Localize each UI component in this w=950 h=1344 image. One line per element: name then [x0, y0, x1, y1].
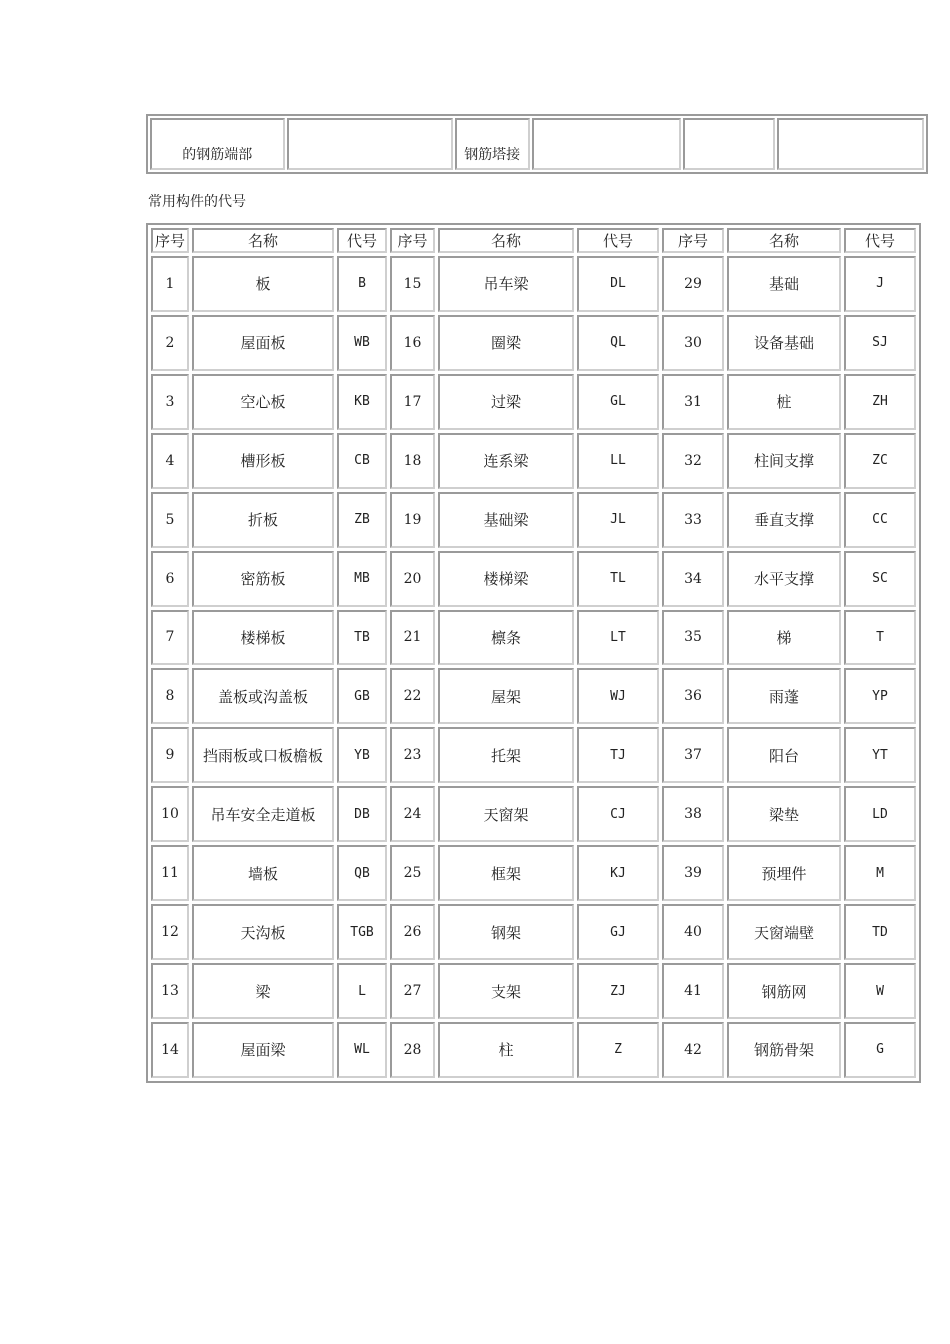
cell-code: LD: [844, 786, 916, 842]
table-row: [151, 1022, 916, 1078]
cell-index: 24: [390, 786, 435, 842]
cell-code: M: [844, 845, 916, 901]
cell-index: 26: [390, 904, 435, 960]
table-row: [151, 904, 916, 960]
table-row: [151, 492, 916, 548]
cell-code: WB: [337, 315, 387, 371]
cell-name: 钢筋网: [727, 963, 841, 1019]
cell-index: 3: [151, 374, 189, 430]
cell-name: 梁垫: [727, 786, 841, 842]
cell-code: TL: [577, 551, 659, 607]
top-cell: [683, 118, 775, 170]
cell-code: SJ: [844, 315, 916, 371]
cell-index: 10: [151, 786, 189, 842]
cell-index: 41: [662, 963, 724, 1019]
component-code-table: [146, 223, 921, 1083]
table-row: [151, 610, 916, 666]
top-cell: [777, 118, 924, 170]
cell-index: 23: [390, 727, 435, 783]
cell-index: 42: [662, 1022, 724, 1078]
cell-name: 挡雨板或口板檐板: [192, 727, 334, 783]
cell-code: ZJ: [577, 963, 659, 1019]
cell-code: TD: [844, 904, 916, 960]
cell-code: KB: [337, 374, 387, 430]
cell-code: CB: [337, 433, 387, 489]
cell-index: 35: [662, 610, 724, 666]
cell-index: 34: [662, 551, 724, 607]
cell-code: TGB: [337, 904, 387, 960]
cell-code: TB: [337, 610, 387, 666]
cell-name: 墙板: [192, 845, 334, 901]
cell-index: 14: [151, 1022, 189, 1078]
cell-index: 40: [662, 904, 724, 960]
cell-index: 29: [662, 256, 724, 312]
cell-code: Z: [577, 1022, 659, 1078]
header-cell-index: 序号: [662, 228, 724, 253]
cell-name: 盖板或沟盖板: [192, 668, 334, 724]
cell-index: 11: [151, 845, 189, 901]
table-row: [151, 433, 916, 489]
header-cell-name: 名称: [727, 228, 841, 253]
cell-code: YB: [337, 727, 387, 783]
table-row: [151, 374, 916, 430]
cell-code: GL: [577, 374, 659, 430]
cell-name: 梯: [727, 610, 841, 666]
cell-index: 37: [662, 727, 724, 783]
cell-index: 16: [390, 315, 435, 371]
cell-code: DB: [337, 786, 387, 842]
cell-code: T: [844, 610, 916, 666]
cell-name: 钢筋骨架: [727, 1022, 841, 1078]
cell-code: WL: [337, 1022, 387, 1078]
cell-index: 5: [151, 492, 189, 548]
cell-name: 空心板: [192, 374, 334, 430]
cell-name: 折板: [192, 492, 334, 548]
cell-code: WJ: [577, 668, 659, 724]
cell-code: B: [337, 256, 387, 312]
cell-code: CJ: [577, 786, 659, 842]
table-row: [151, 315, 916, 371]
cell-name: 阳台: [727, 727, 841, 783]
cell-name: 圈梁: [438, 315, 574, 371]
cell-name: 吊车梁: [438, 256, 574, 312]
cell-name: 天窗架: [438, 786, 574, 842]
cell-code: G: [844, 1022, 916, 1078]
cell-index: 9: [151, 727, 189, 783]
cell-name: 楼梯板: [192, 610, 334, 666]
cell-index: 4: [151, 433, 189, 489]
cell-code: ZB: [337, 492, 387, 548]
cell-index: 8: [151, 668, 189, 724]
cell-index: 38: [662, 786, 724, 842]
cell-code: DL: [577, 256, 659, 312]
table-row: [151, 845, 916, 901]
cell-index: 32: [662, 433, 724, 489]
table-row: [151, 668, 916, 724]
cell-code: J: [844, 256, 916, 312]
cell-code: QL: [577, 315, 659, 371]
cell-name: 柱: [438, 1022, 574, 1078]
cell-code: L: [337, 963, 387, 1019]
cell-index: 20: [390, 551, 435, 607]
top-fragment-table: [146, 114, 928, 174]
cell-index: 6: [151, 551, 189, 607]
cell-code: SC: [844, 551, 916, 607]
cell-name: 预埋件: [727, 845, 841, 901]
cell-name: 基础: [727, 256, 841, 312]
cell-code: TJ: [577, 727, 659, 783]
cell-name: 框架: [438, 845, 574, 901]
top-cell: 的钢筋端部: [150, 118, 285, 170]
cell-name: 连系梁: [438, 433, 574, 489]
cell-name: 过梁: [438, 374, 574, 430]
top-cell: [532, 118, 681, 170]
table-row: [151, 551, 916, 607]
cell-name: 楼梯梁: [438, 551, 574, 607]
cell-code: MB: [337, 551, 387, 607]
cell-code: ZH: [844, 374, 916, 430]
cell-index: 27: [390, 963, 435, 1019]
cell-code: QB: [337, 845, 387, 901]
cell-name: 屋面板: [192, 315, 334, 371]
header-cell-code: 代号: [337, 228, 387, 253]
cell-name: 水平支撑: [727, 551, 841, 607]
top-cell: 钢筋塔接: [455, 118, 530, 170]
cell-name: 槽形板: [192, 433, 334, 489]
cell-name: 雨蓬: [727, 668, 841, 724]
cell-index: 2: [151, 315, 189, 371]
cell-index: 7: [151, 610, 189, 666]
cell-index: 17: [390, 374, 435, 430]
cell-index: 28: [390, 1022, 435, 1078]
header-cell-index: 序号: [151, 228, 189, 253]
table-row: [151, 963, 916, 1019]
cell-index: 31: [662, 374, 724, 430]
cell-code: W: [844, 963, 916, 1019]
cell-name: 托架: [438, 727, 574, 783]
cell-name: 桩: [727, 374, 841, 430]
cell-code: YT: [844, 727, 916, 783]
cell-index: 39: [662, 845, 724, 901]
table-row: [151, 727, 916, 783]
top-fragment-row: [150, 118, 924, 170]
header-cell-code: 代号: [577, 228, 659, 253]
cell-code: GJ: [577, 904, 659, 960]
cell-name: 梁: [192, 963, 334, 1019]
top-cell: [287, 118, 453, 170]
cell-index: 33: [662, 492, 724, 548]
header-row: [151, 228, 916, 253]
cell-name: 设备基础: [727, 315, 841, 371]
cell-name: 板: [192, 256, 334, 312]
cell-name: 密筋板: [192, 551, 334, 607]
cell-code: KJ: [577, 845, 659, 901]
table-row: [151, 786, 916, 842]
cell-index: 19: [390, 492, 435, 548]
cell-name: 吊车安全走道板: [192, 786, 334, 842]
header-cell-name: 名称: [438, 228, 574, 253]
cell-index: 1: [151, 256, 189, 312]
cell-code: LT: [577, 610, 659, 666]
cell-code: JL: [577, 492, 659, 548]
cell-index: 12: [151, 904, 189, 960]
table-row: [151, 256, 916, 312]
cell-index: 21: [390, 610, 435, 666]
cell-index: 25: [390, 845, 435, 901]
cell-name: 屋架: [438, 668, 574, 724]
cell-name: 支架: [438, 963, 574, 1019]
cell-code: LL: [577, 433, 659, 489]
cell-index: 18: [390, 433, 435, 489]
header-cell-name: 名称: [192, 228, 334, 253]
cell-index: 22: [390, 668, 435, 724]
cell-name: 钢架: [438, 904, 574, 960]
table-caption: 常用构件的代号: [148, 194, 246, 210]
cell-index: 36: [662, 668, 724, 724]
cell-name: 天窗端壁: [727, 904, 841, 960]
cell-name: 天沟板: [192, 904, 334, 960]
cell-code: CC: [844, 492, 916, 548]
table-body: [151, 256, 916, 1078]
header-cell-code: 代号: [844, 228, 916, 253]
cell-code: YP: [844, 668, 916, 724]
cell-name: 柱间支撑: [727, 433, 841, 489]
cell-name: 垂直支撑: [727, 492, 841, 548]
cell-index: 30: [662, 315, 724, 371]
cell-name: 基础梁: [438, 492, 574, 548]
header-cell-index: 序号: [390, 228, 435, 253]
cell-index: 13: [151, 963, 189, 1019]
cell-name: 屋面梁: [192, 1022, 334, 1078]
cell-code: ZC: [844, 433, 916, 489]
cell-code: GB: [337, 668, 387, 724]
cell-name: 檩条: [438, 610, 574, 666]
cell-index: 15: [390, 256, 435, 312]
